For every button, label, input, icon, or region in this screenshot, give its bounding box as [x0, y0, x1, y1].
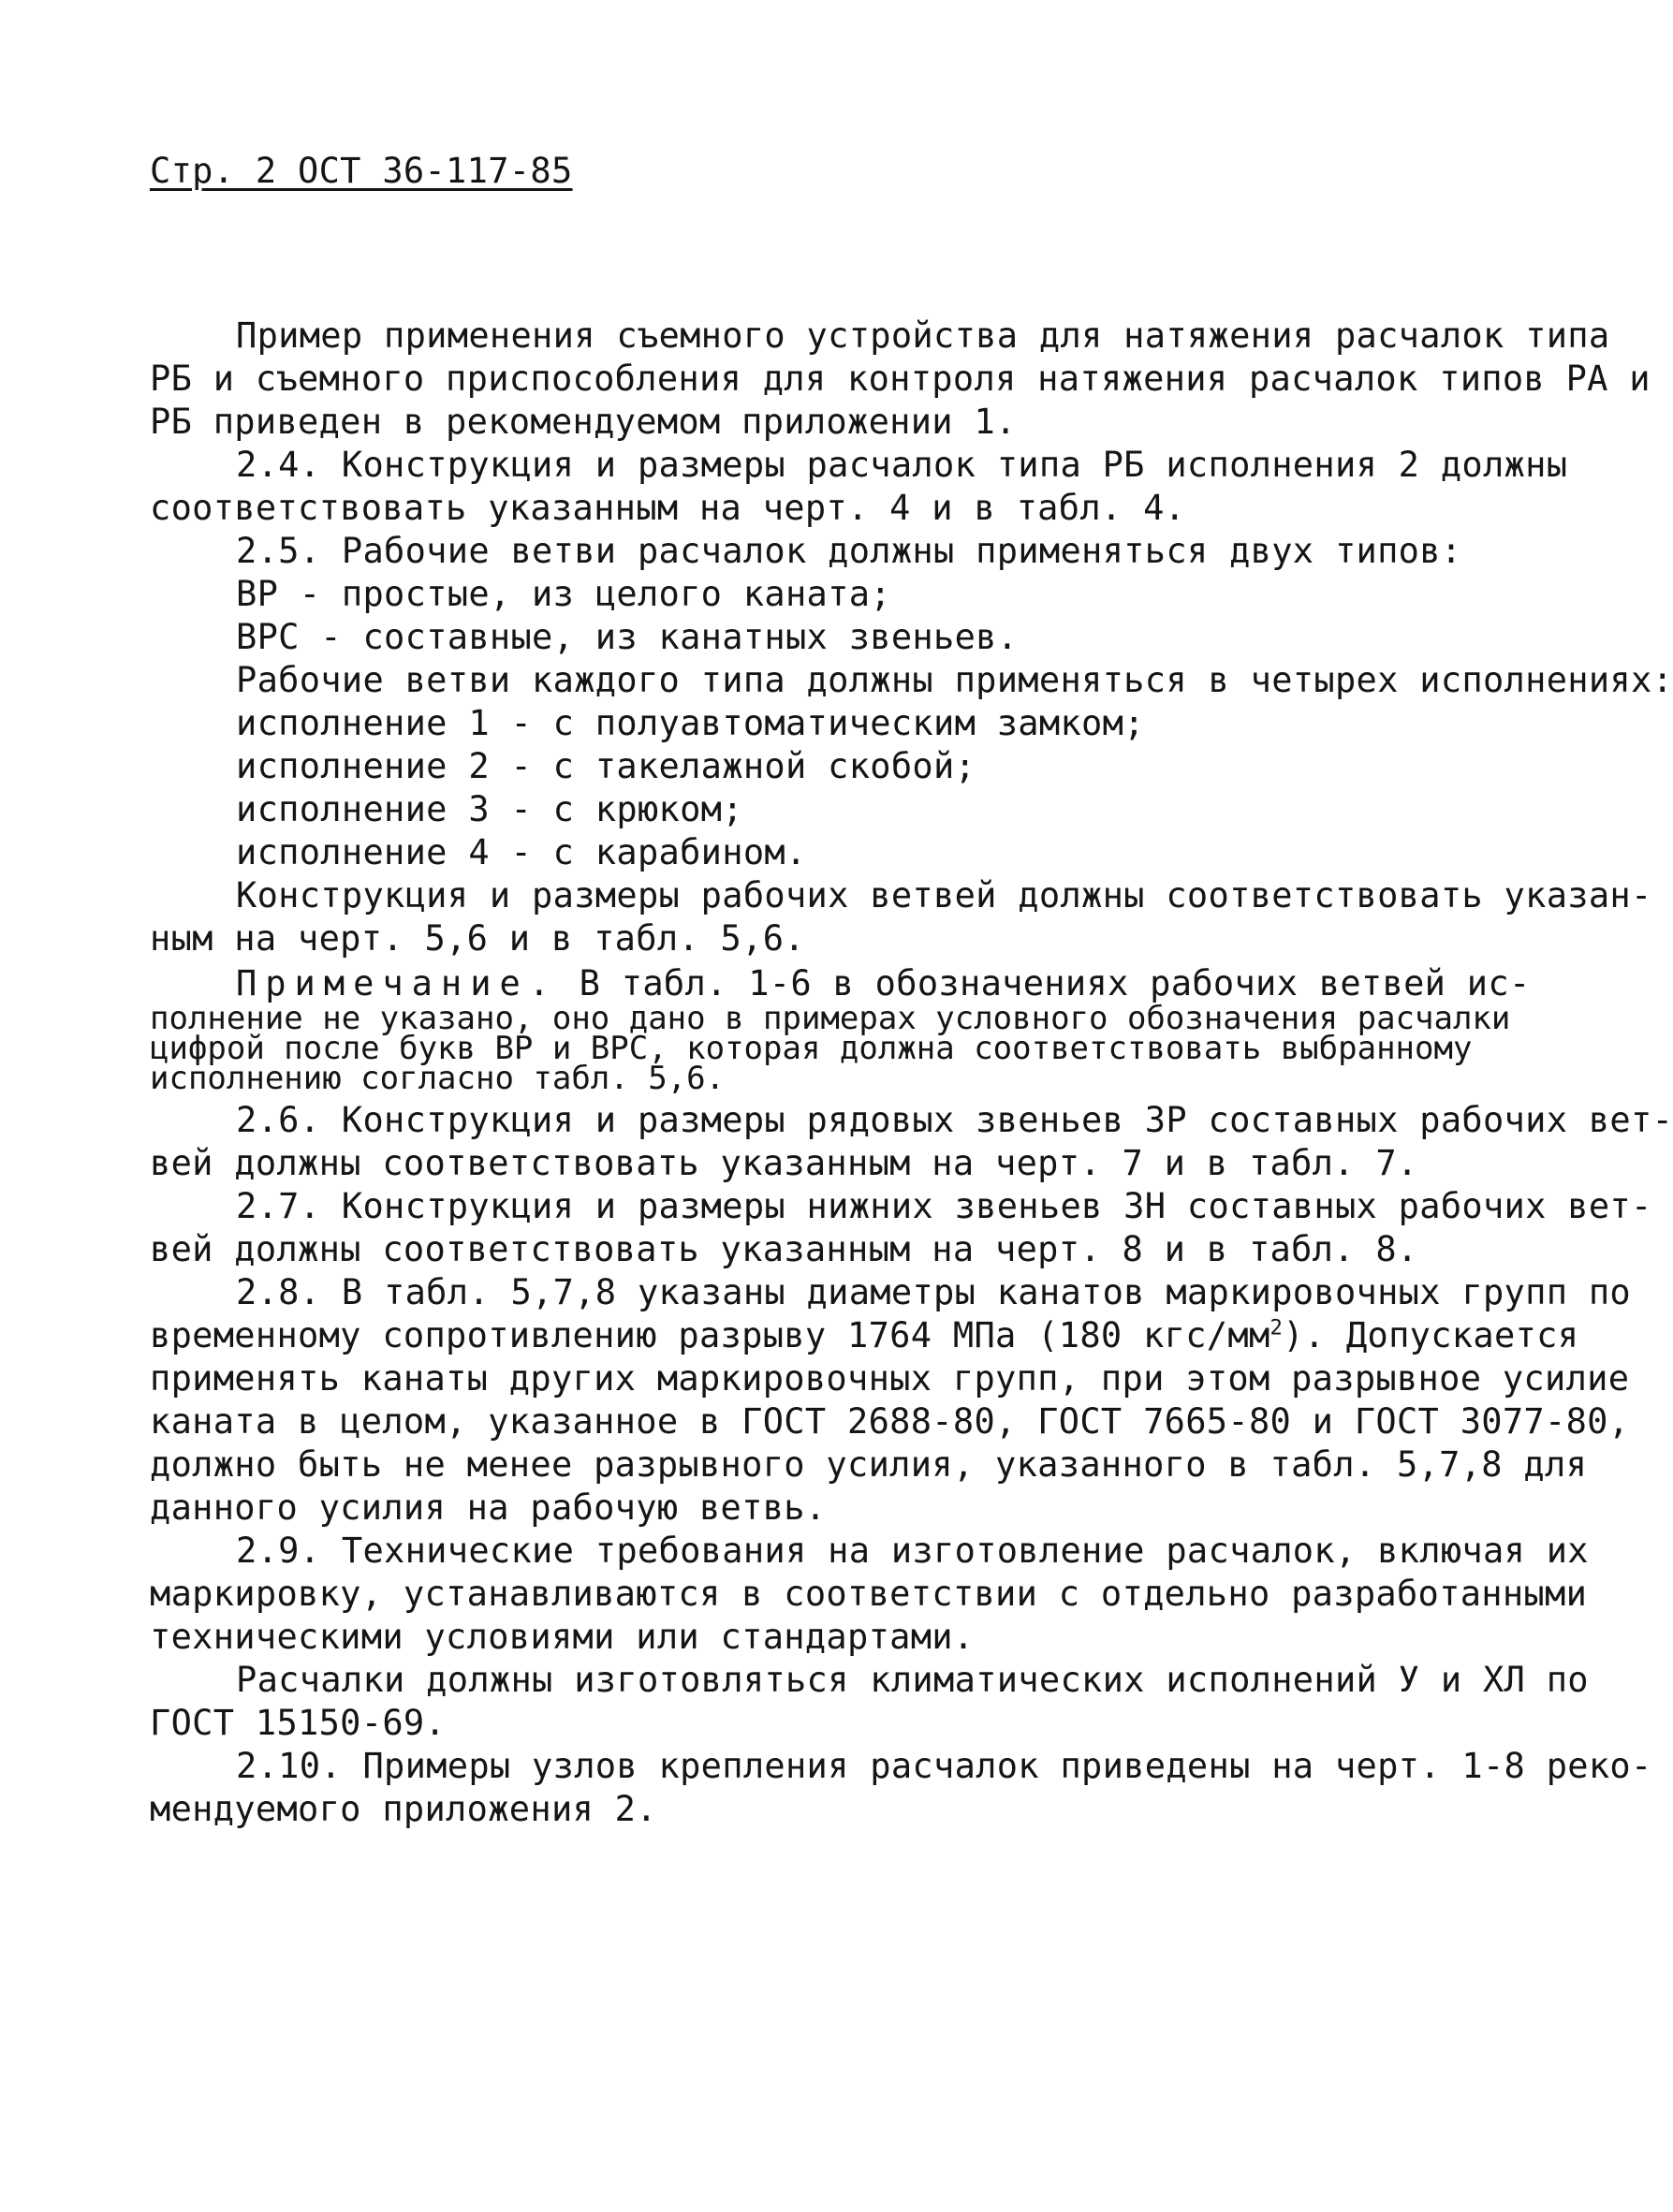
text-line: исполнение 1 - с полуавтоматическим замком; [236, 703, 1145, 743]
text-line: ГОСТ 15150-69. [150, 1703, 447, 1743]
note-line: полнение не указано, оно дано в примерах условного обозначения расчалки [150, 1000, 1511, 1037]
text-line: данного усилия на рабочую ветвь. [150, 1487, 827, 1528]
text-line: должно быть не менее разрывного усилия, указанного в табл. 5,7,8 для [150, 1444, 1588, 1485]
text-line: временному сопротивлению разрыву 1764 МПа (180 кгс/$мм^2$). Допускается [150, 1315, 1579, 1355]
note-line: Примечание. В табл. 1-6 в обозначениях рабочих ветвей ис- [236, 963, 1531, 1003]
superscript: 2 [1269, 1315, 1284, 1340]
text-line: 2.8. В табл. 5,7,8 указаны диаметры канатов маркировочных групп по [236, 1272, 1632, 1312]
text-line: соответствовать указанным на черт. 4 и в табл. 4. [150, 488, 1186, 528]
text-line: маркировку, устанавливаются в соответствии с отдельно разработанными [150, 1574, 1588, 1614]
text-line: каната в целом, указанное в ГОСТ 2688-80, ГОСТ 7665-80 и ГОСТ 3077-80, [150, 1401, 1630, 1442]
text-line: техническими условиями или стандартами. [150, 1617, 975, 1657]
text-line: 2.4. Конструкция и размеры расчалок типа РБ исполнения 2 должны [236, 445, 1568, 485]
text-line: РБ приведен в рекомендуемом приложении 1. [150, 402, 1017, 442]
text-line: 2.10. Примеры узлов крепления расчалок приведены на черт. 1-8 реко- [236, 1746, 1652, 1786]
page-header: Стр. 2 ОСТ 36-117-85 [150, 151, 573, 191]
text-line: исполнение 3 - с крюком; [236, 789, 743, 829]
text-line: 2.9. Технические требования на изготовление расчалок, включая их [236, 1531, 1589, 1571]
text-line: мендуемого приложения 2. [150, 1789, 657, 1829]
note-label: Примечание. [236, 963, 559, 1003]
text-line: 2.6. Конструкция и размеры рядовых звеньев ЗР составных рабочих вет- [236, 1100, 1673, 1140]
text-line: 2.5. Рабочие ветви расчалок должны применяться двух типов: [236, 531, 1462, 571]
text-line: Конструкция и размеры рабочих ветвей должны соответствовать указан- [236, 875, 1652, 916]
text-line: ным на черт. 5,6 и в табл. 5,6. [150, 918, 805, 959]
text-line: ВР - простые, из целого каната; [236, 574, 891, 614]
text-line: 2.7. Конструкция и размеры нижних звеньев ЗН составных рабочих вет- [236, 1186, 1652, 1226]
text-line: вей должны соответствовать указанным на черт. 8 и в табл. 8. [150, 1229, 1418, 1269]
text-line: исполнение 2 - с такелажной скобой; [236, 746, 976, 786]
text-line: Расчалки должны изготовляться климатических исполнений У и ХЛ по [236, 1660, 1589, 1700]
text-line: вей должны соответствовать указанным на черт. 7 и в табл. 7. [150, 1143, 1418, 1183]
note-line: цифрой после букв ВР и ВРС, которая должна соответствовать выбранному [150, 1030, 1473, 1067]
text-line: ВРС - составные, из канатных звеньев. [236, 617, 1019, 657]
note-line: исполнению согласно табл. 5,6. [150, 1060, 726, 1097]
text-line: РБ и съемного приспособления для контроля натяжения расчалок типов РА и [150, 359, 1651, 399]
text-line: применять канаты других маркировочных групп, при этом разрывное усилие [150, 1358, 1630, 1399]
text-line: Рабочие ветви каждого типа должны применяться в четырех исполнениях: [236, 660, 1673, 700]
text-line: Пример применения съемного устройства для натяжения расчалок типа [236, 315, 1610, 356]
text-line: исполнение 4 - с карабином. [236, 832, 807, 872]
